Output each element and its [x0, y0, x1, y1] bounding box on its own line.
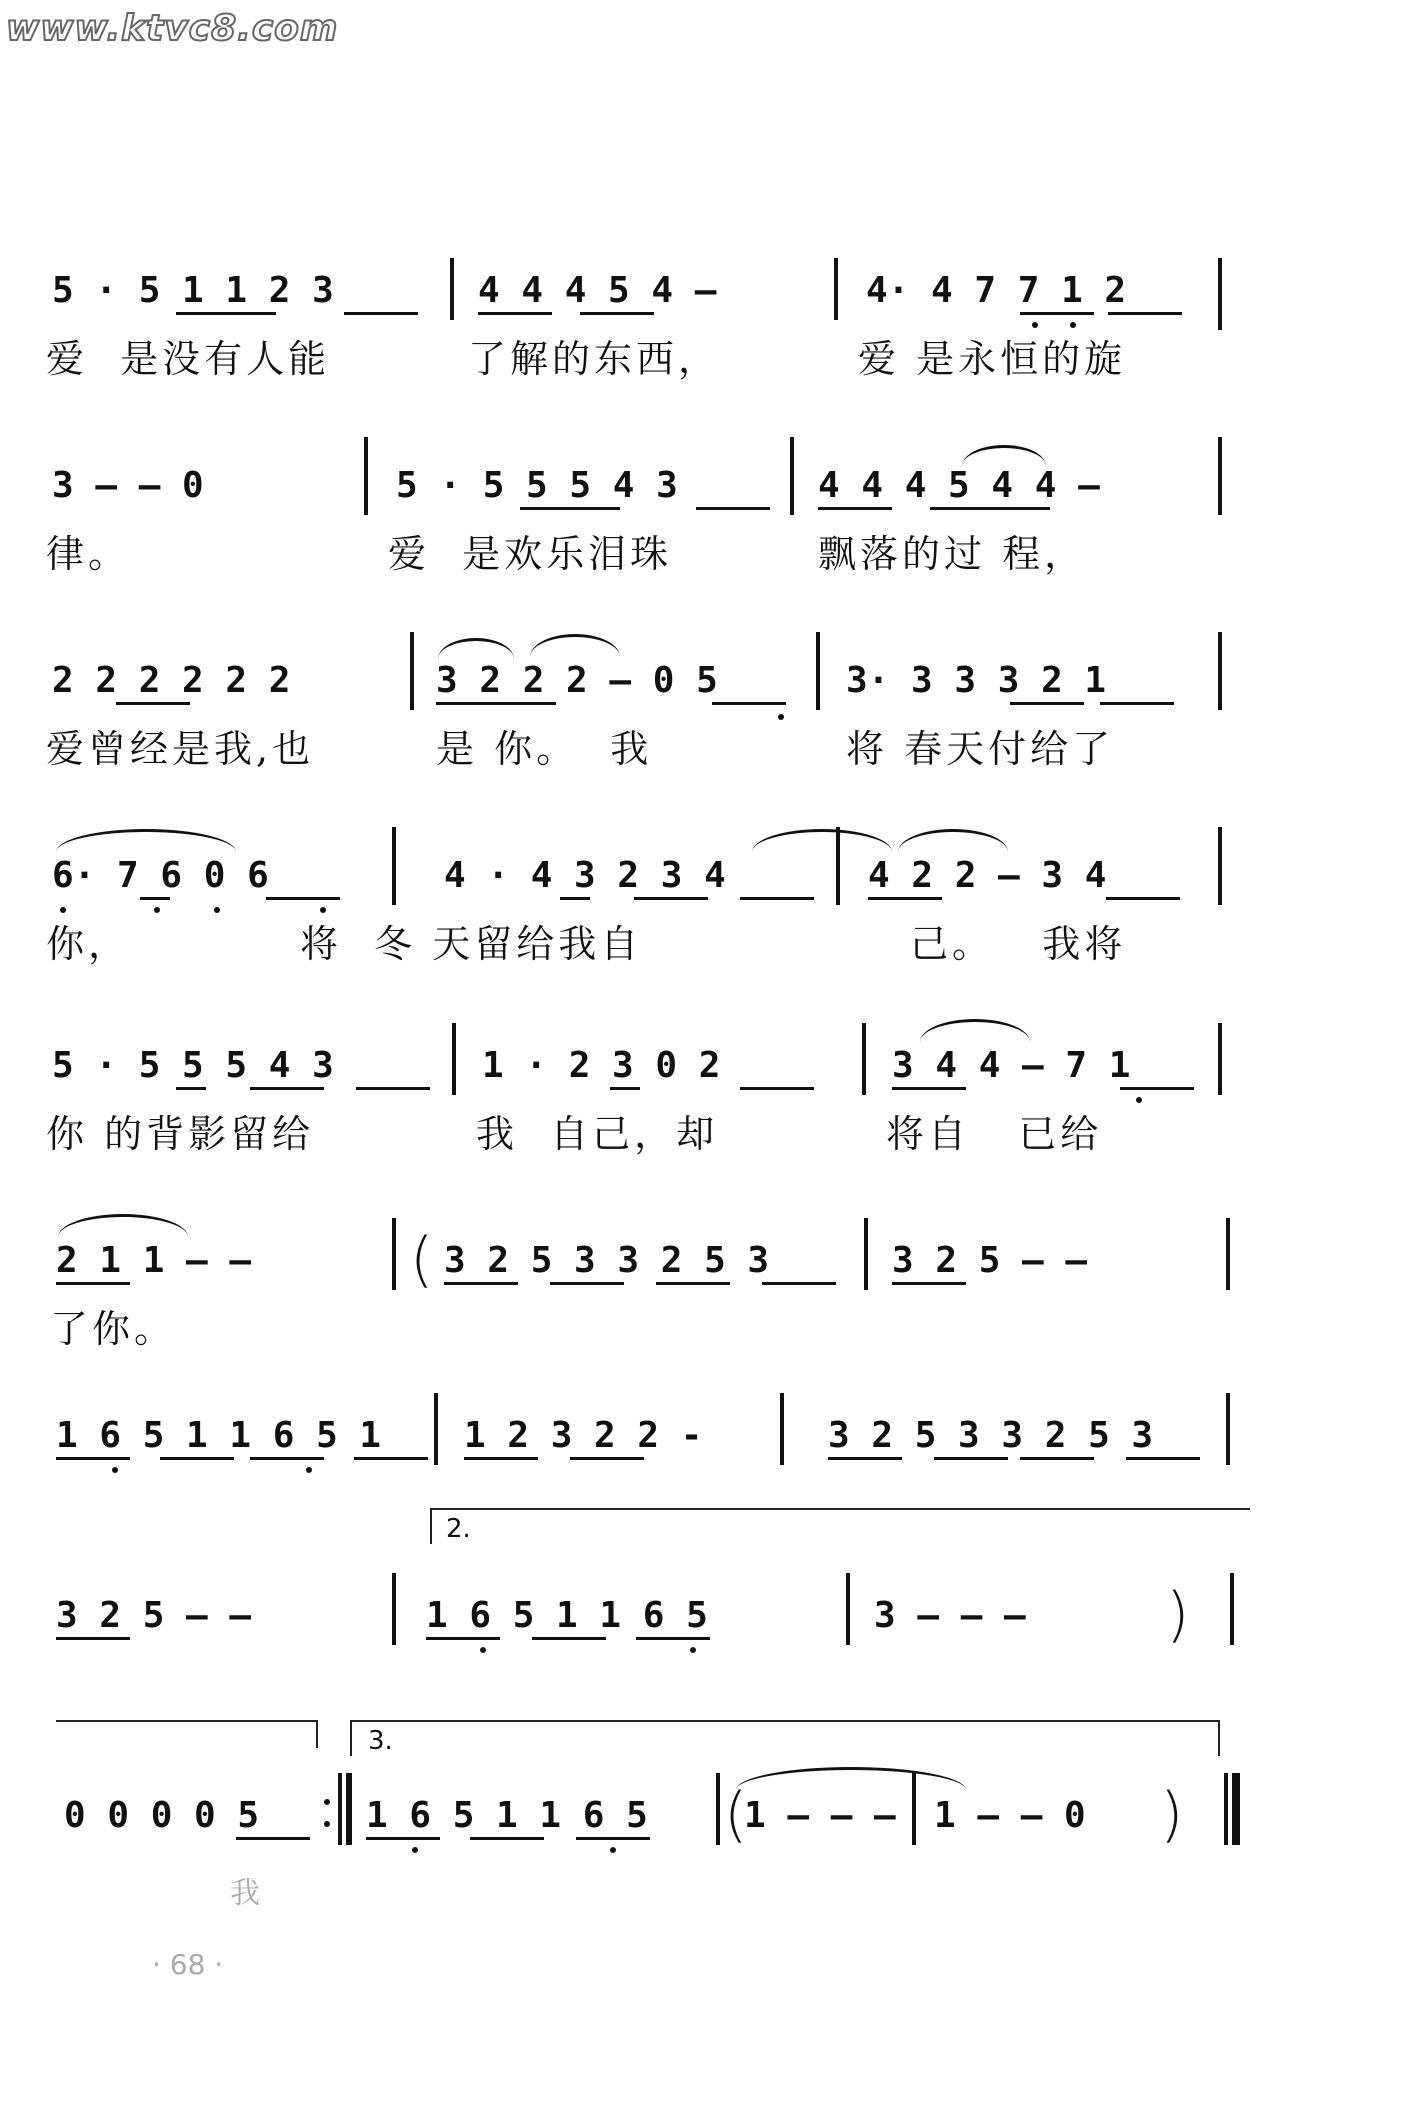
ending-bracket	[350, 1720, 352, 1756]
octave-dot	[214, 907, 220, 913]
underline	[250, 1087, 324, 1090]
lyric: 你 的背影留给	[46, 1112, 315, 1156]
lyric: 你，	[46, 922, 131, 966]
measure: 4 2 2 — 3 4	[868, 855, 1107, 896]
barline	[1218, 1023, 1222, 1095]
lyric: 了解的东西，	[468, 337, 721, 381]
underline	[634, 897, 708, 900]
barline	[1218, 437, 1222, 515]
measure: 1 6 5 1 1 6 5	[366, 1795, 648, 1836]
barline	[364, 437, 368, 515]
underline	[636, 1637, 710, 1640]
lyric: 爱 是没有人能	[46, 337, 331, 381]
underline	[762, 1282, 836, 1285]
measure: 1 6 5 1 1 6 5	[426, 1595, 708, 1636]
barline	[392, 1573, 396, 1645]
ending-bracket	[430, 1508, 1250, 1510]
octave-dot	[690, 1647, 696, 1653]
underline	[550, 1282, 624, 1285]
underline	[436, 702, 556, 705]
final-barline	[1224, 1773, 1228, 1845]
measure: 4 · 4 3 2 3 4	[444, 855, 726, 896]
lyric: 爱 是欢乐泪珠	[388, 532, 673, 576]
octave-dot	[1032, 322, 1038, 328]
barline	[450, 258, 454, 320]
underline	[56, 1637, 130, 1640]
slur	[530, 634, 620, 657]
open-parenthesis: (	[724, 1780, 748, 1850]
measure: 1 2 3 2 2 -	[464, 1415, 703, 1456]
underline	[892, 1282, 966, 1285]
measure: 4 4 4 5 4 4 —	[818, 465, 1100, 506]
barline	[864, 1218, 868, 1290]
underline	[818, 507, 892, 510]
barline	[862, 1023, 866, 1095]
ending-bracket	[430, 1508, 432, 1544]
ending-label: 3.	[368, 1726, 393, 1756]
lyric: 将 冬 天留给我自	[300, 922, 643, 966]
measure: 5 · 5 5 5 4 3	[396, 465, 678, 506]
barline	[1230, 1573, 1234, 1645]
measure: 5 · 5 5 5 4 3	[52, 1045, 334, 1086]
underline	[1100, 702, 1174, 705]
measure: 3 2 5 3 3 2 5 3	[444, 1240, 770, 1281]
measure: 3 2 5 3 3 2 5 3	[828, 1415, 1154, 1456]
final-barline	[1232, 1773, 1240, 1845]
measure: 3· 3 3 3 2 1	[846, 660, 1107, 701]
slur	[752, 829, 892, 852]
underline	[356, 1087, 430, 1090]
measure: 1 · 2 3 0 2	[482, 1045, 721, 1086]
octave-dot	[610, 1847, 616, 1853]
ending-bracket	[1218, 1720, 1220, 1756]
underline	[1120, 1087, 1194, 1090]
lyric: 我 自己，却	[476, 1112, 719, 1156]
lyric: 是 你。 我	[436, 727, 653, 771]
underline	[444, 1282, 518, 1285]
underline	[366, 1837, 440, 1840]
slur	[962, 445, 1046, 466]
barline	[716, 1773, 720, 1845]
underline	[478, 312, 552, 315]
underline	[930, 507, 1050, 510]
octave-dot	[1136, 1097, 1142, 1103]
barline	[346, 1773, 352, 1845]
underline	[464, 1457, 538, 1460]
lyric: 了你。	[50, 1307, 177, 1351]
measure: 5 · 5 1 1 2 3	[52, 270, 334, 311]
measure: 6· 7 6 0 6	[52, 855, 269, 896]
underline	[696, 507, 770, 510]
octave-dot	[412, 1847, 418, 1853]
slur	[58, 1214, 188, 1237]
slur	[736, 1767, 966, 1790]
underline	[576, 1837, 650, 1840]
measure: 2 1 1 — —	[56, 1240, 252, 1281]
underline	[1106, 897, 1180, 900]
open-parenthesis: (	[410, 1225, 434, 1295]
measure: 0 0 0 0 5	[64, 1795, 260, 1836]
underline	[610, 1087, 640, 1090]
ending-bracket	[56, 1720, 316, 1722]
barline	[338, 1773, 342, 1845]
underline	[560, 897, 590, 900]
underline	[1010, 702, 1084, 705]
barline	[452, 1023, 456, 1095]
octave-dot	[60, 907, 66, 913]
ending-bracket	[350, 1720, 1220, 1722]
underline	[656, 1282, 730, 1285]
page-number: · 68 ·	[152, 1948, 224, 1981]
slur	[920, 1019, 1030, 1042]
slur	[56, 829, 236, 852]
underline	[344, 312, 418, 315]
octave-dot	[306, 1467, 312, 1473]
measure: 3 — — —	[874, 1595, 1026, 1636]
octave-dot	[112, 1467, 118, 1473]
underline	[236, 1837, 310, 1840]
measure: 4· 4 7 7 1 2	[866, 270, 1127, 311]
underline	[176, 312, 276, 315]
underline	[140, 897, 170, 900]
measure: 2 2 2 2 2 2	[52, 660, 291, 701]
repeat-dot	[324, 1821, 330, 1827]
measure: 3 2 2 2 — 0 5	[436, 660, 718, 701]
measure: 1 6 5 1 1 6 5 1	[56, 1415, 382, 1456]
measure: 3 2 5 — —	[892, 1240, 1088, 1281]
underline	[1020, 1457, 1094, 1460]
octave-dot	[154, 907, 160, 913]
barline	[816, 632, 820, 710]
underline	[934, 1457, 1008, 1460]
underline	[712, 702, 786, 705]
underline	[868, 897, 942, 900]
underline	[160, 1457, 234, 1460]
underline	[740, 897, 814, 900]
underline	[116, 702, 190, 705]
underline	[250, 1457, 324, 1460]
barline	[846, 1573, 850, 1645]
octave-dot	[778, 714, 784, 720]
barline	[1218, 632, 1222, 710]
underline	[828, 1457, 902, 1460]
lyric: 己。 我将	[910, 922, 1127, 966]
lyric: 将 春天付给了	[846, 727, 1115, 771]
barline	[1226, 1218, 1230, 1290]
barline	[1218, 258, 1222, 330]
lyric: 爱曾经是我,也	[46, 727, 315, 771]
barline	[1218, 827, 1222, 905]
barline	[434, 1393, 438, 1465]
underline	[1108, 312, 1182, 315]
underline	[470, 1837, 544, 1840]
underline	[176, 1087, 206, 1090]
slur	[438, 638, 514, 659]
lyric: 律。	[46, 532, 131, 576]
measure: 1 — — 0	[934, 1795, 1086, 1836]
octave-dot	[480, 1647, 486, 1653]
lyric: 将自 已给	[886, 1112, 1103, 1156]
repeat-dot	[324, 1799, 330, 1805]
underline	[56, 1282, 130, 1285]
underline	[580, 312, 654, 315]
underline	[266, 897, 340, 900]
measure: 4 4 4 5 4 —	[478, 270, 717, 311]
ending-bracket	[316, 1720, 318, 1748]
close-parenthesis: )	[1160, 1780, 1184, 1850]
measure: 3 — — 0	[52, 465, 204, 506]
underline	[56, 1457, 130, 1460]
barline	[834, 258, 838, 320]
octave-dot	[320, 907, 326, 913]
measure: 3 4 4 — 7 1	[892, 1045, 1131, 1086]
underline	[354, 1457, 428, 1460]
underline	[1126, 1457, 1200, 1460]
underline	[532, 1637, 606, 1640]
underline	[570, 1457, 644, 1460]
barline	[392, 1218, 396, 1290]
barline	[392, 827, 396, 905]
ending-label: 2.	[446, 1514, 471, 1544]
underline	[520, 507, 620, 510]
underline	[892, 1087, 966, 1090]
faint-text: 我	[230, 1876, 260, 1911]
slur	[898, 829, 1008, 852]
barline	[410, 632, 414, 710]
measure: 1 — — —	[744, 1795, 896, 1836]
octave-dot	[1070, 322, 1076, 328]
barline	[780, 1393, 784, 1465]
measure: 3 2 5 — —	[56, 1595, 252, 1636]
underline	[740, 1087, 814, 1090]
barline	[790, 437, 794, 515]
underline	[426, 1637, 500, 1640]
barline	[1226, 1393, 1230, 1465]
lyric: 爱 是永恒的旋	[858, 337, 1127, 381]
watermark: www.ktvc8.com	[6, 8, 339, 49]
close-parenthesis: )	[1166, 1580, 1190, 1650]
underline	[1020, 312, 1094, 315]
lyric: 飘落的过 程，	[818, 532, 1087, 576]
